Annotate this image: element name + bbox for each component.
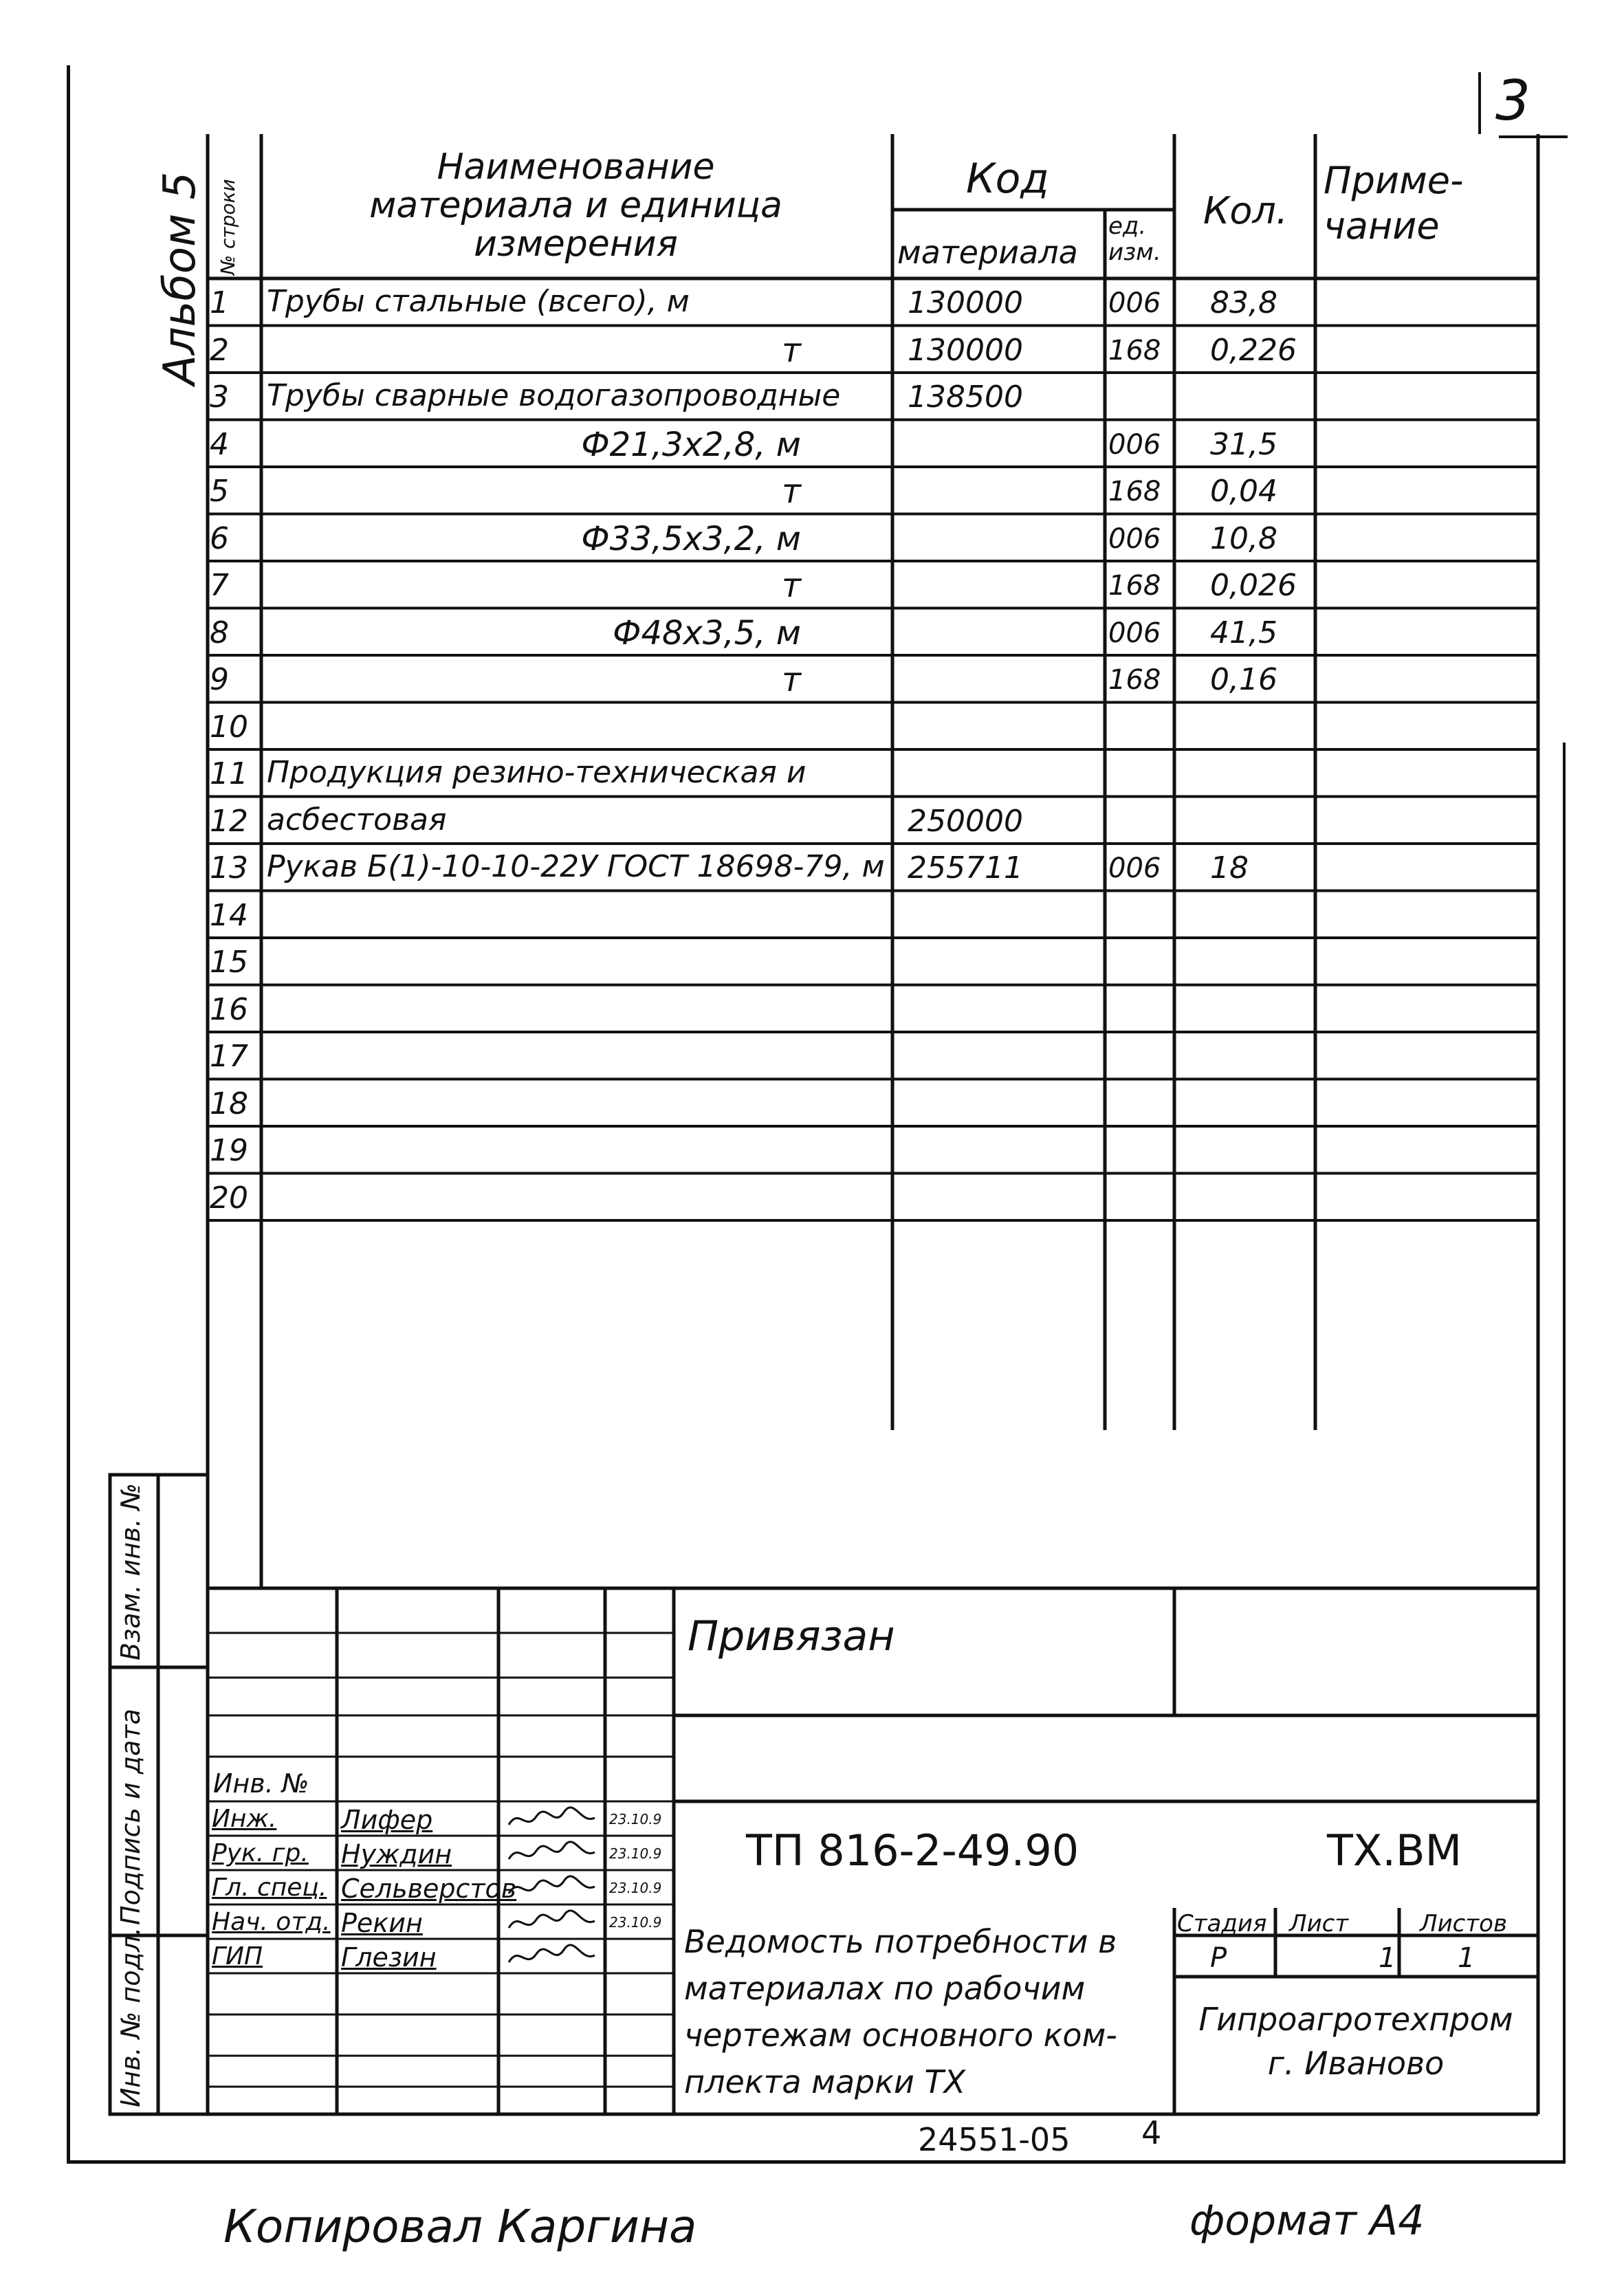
row-unit-code: 168 (1108, 570, 1161, 602)
header-code: Код (966, 155, 1049, 203)
header-code-unit-line-1: ед. (1108, 212, 1147, 240)
row-number: 4 (210, 426, 229, 462)
row-name: т (782, 331, 801, 370)
row-number: 16 (210, 991, 248, 1027)
signer-name: Сельверстов (341, 1874, 517, 1904)
side-stamp-podpis: Подпись и дата (116, 1709, 146, 1925)
format-label: формат А4 (1189, 2197, 1425, 2245)
doc-number: 24551-05 (918, 2121, 1071, 2158)
row-number: 8 (210, 615, 229, 650)
copied-by: Копировал Каргина (223, 2200, 697, 2253)
document-title-line-4: плекта марки ТХ (684, 2063, 966, 2100)
signer-role: Инж. (212, 1805, 277, 1833)
row-unit-code: 006 (1108, 617, 1161, 649)
row-number: 5 (210, 474, 229, 509)
row-material-code: 250000 (908, 803, 1023, 839)
row-number: 15 (210, 945, 248, 980)
doc-mark: ТХ.ВМ (1327, 1825, 1462, 1876)
signer-date: 23.10.9 (609, 1845, 662, 1862)
doc-code: ТП 816-2-49.90 (746, 1825, 1079, 1876)
signer-name: Лифер (341, 1805, 433, 1835)
page-number: 3 (1495, 69, 1530, 133)
row-material-code: 130000 (908, 285, 1023, 320)
signer-role: Рук. гр. (212, 1839, 309, 1867)
row-name: Продукция резино-техническая и (267, 755, 806, 790)
sheets-value: 1 (1458, 1942, 1475, 1974)
row-number: 2 (210, 332, 229, 368)
signer-date: 23.10.9 (609, 1914, 662, 1931)
row-number: 19 (210, 1133, 248, 1168)
row-number: 3 (210, 380, 229, 415)
row-quantity: 31,5 (1210, 426, 1277, 462)
signature-mark (505, 1942, 602, 1972)
row-name: т (782, 567, 801, 605)
row-number: 6 (210, 520, 229, 556)
row-quantity: 0,026 (1210, 568, 1297, 603)
row-name: Ф33,5х3,2, м (581, 519, 801, 558)
signer-name: Нуждин (341, 1839, 452, 1869)
header-note-line-2: чание (1324, 204, 1440, 248)
row-name: Трубы сварные водогазопроводные (267, 378, 841, 413)
header-code-material: материала (897, 234, 1078, 271)
signer-date: 23.10.9 (609, 1880, 662, 1896)
row-name: Трубы стальные (всего), м (267, 284, 690, 319)
row-unit-code: 006 (1108, 428, 1161, 461)
header-row-no: № строки (217, 179, 239, 275)
row-quantity: 83,8 (1210, 285, 1277, 320)
side-stamp-vzam: Взам. инв. № (116, 1482, 146, 1660)
row-name: Ф21,3х2,8, м (581, 425, 801, 464)
row-unit-code: 168 (1108, 476, 1161, 507)
row-name: Ф48х3,5, м (613, 613, 801, 652)
row-name: асбестовая (267, 802, 447, 837)
row-number: 7 (210, 568, 229, 603)
stage-value: Р (1210, 1942, 1227, 1974)
row-name: т (782, 661, 801, 699)
row-unit-code: 006 (1108, 523, 1161, 555)
row-quantity: 41,5 (1210, 615, 1277, 650)
signature-mark (505, 1907, 602, 1937)
signer-name: Рекин (341, 1908, 423, 1938)
row-material-code: 255711 (908, 850, 1023, 886)
row-unit-code: 168 (1108, 664, 1161, 696)
inv-no-label: Инв. № (213, 1768, 309, 1799)
signer-role: ГИП (212, 1942, 263, 1970)
row-number: 20 (210, 1180, 248, 1216)
signature-mark (505, 1873, 602, 1903)
organization (1177, 1997, 1535, 2085)
row-name: Рукав Б(1)-10-10-22У ГОСТ 18698-79, м (267, 849, 885, 884)
row-quantity: 10,8 (1210, 520, 1277, 556)
row-number: 13 (210, 850, 248, 886)
album-label: Альбом 5 (155, 171, 206, 385)
row-quantity: 0,04 (1210, 474, 1277, 509)
row-number: 11 (210, 756, 248, 791)
document-title-line-3: чертежам основного ком- (684, 2017, 1117, 2054)
document-title-line-1: Ведомость потребности в (684, 1923, 1117, 1960)
signature-mark (505, 1804, 602, 1834)
row-quantity: 0,16 (1210, 662, 1277, 697)
header-code-unit-line-2: изм. (1108, 239, 1161, 266)
stage-label: Стадия (1177, 1910, 1267, 1937)
signer-name: Глезин (341, 1942, 437, 1973)
row-number: 12 (210, 803, 248, 839)
sheet-value: 1 (1379, 1942, 1396, 1974)
row-number: 9 (210, 662, 229, 697)
row-material-code: 130000 (908, 332, 1023, 368)
row-material-code: 138500 (908, 380, 1023, 415)
row-unit-code: 168 (1108, 334, 1161, 366)
sheet-label: Лист (1289, 1910, 1349, 1937)
organization-city: г. Иваново (1267, 2045, 1445, 2082)
sheets-label: Листов (1420, 1910, 1508, 1937)
document-title-line-2: материалах по рабочим (684, 1970, 1086, 2007)
row-name: т (782, 472, 801, 511)
row-number: 17 (210, 1039, 248, 1074)
signer-role: Гл. спец. (212, 1874, 327, 1902)
row-number: 10 (210, 709, 248, 745)
row-quantity: 18 (1210, 850, 1249, 886)
document-title (684, 1918, 1117, 2105)
header-qty: Кол. (1203, 189, 1288, 232)
organization-name: Гипроагротехпром (1198, 2001, 1513, 2038)
signer-date: 23.10.9 (609, 1811, 662, 1827)
doc-page: 4 (1141, 2114, 1162, 2151)
signer-role: Нач. отд. (212, 1908, 331, 1936)
side-stamp-inv-podl: Инв. № подл. (116, 1926, 146, 2107)
row-quantity: 0,226 (1210, 332, 1297, 368)
row-number: 1 (210, 285, 229, 320)
privyazan-label: Привязан (688, 1612, 895, 1660)
header-name-line-1: Наименование (437, 146, 715, 188)
signature-mark (505, 1838, 602, 1869)
row-unit-code: 006 (1108, 287, 1161, 319)
row-unit-code: 006 (1108, 853, 1161, 884)
header-name-line-3: измерения (474, 223, 678, 265)
row-number: 18 (210, 1086, 248, 1121)
row-number: 14 (210, 897, 248, 933)
header-name-line-2: материала и единица (369, 185, 782, 226)
header-note-line-1: Приме- (1324, 159, 1464, 202)
